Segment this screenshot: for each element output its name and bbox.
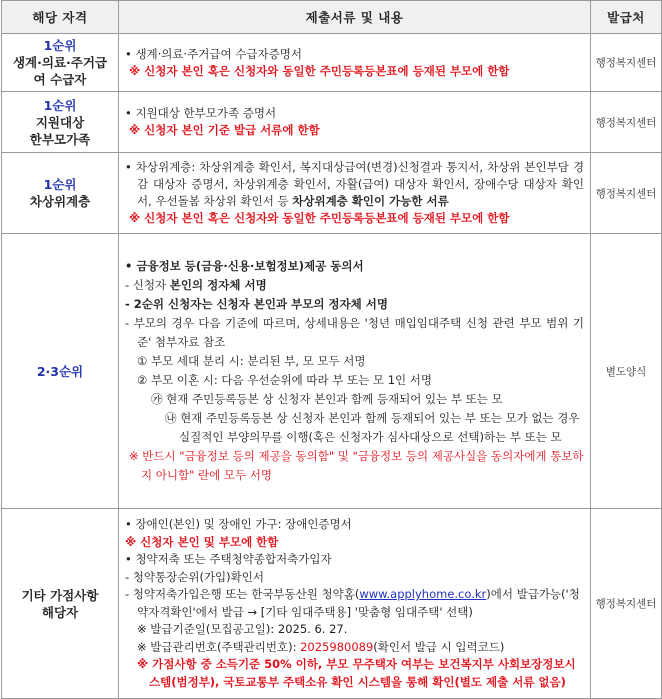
qualification-title: 차상위계층 xyxy=(29,194,91,209)
documents-cell xyxy=(119,92,591,153)
documents-cell xyxy=(119,153,591,234)
document-text: - 신청자 xyxy=(125,278,170,292)
document-text: ※ 발급관리번호(주택관리번호): xyxy=(137,639,301,654)
housing-management-number: 2025980089 xyxy=(300,639,374,654)
note-text: ※ 신청자 본인 및 부모에 한함 xyxy=(125,534,279,549)
document-item: - 2순위 신청자는 신청자 본인과 부모의 정자체 서명 xyxy=(125,297,388,311)
qualification-title: 기타 가점사항 xyxy=(21,587,99,603)
documents-cell xyxy=(119,34,591,92)
table-row xyxy=(2,509,662,699)
qualification-cell xyxy=(2,234,119,509)
document-text: )에서 발급가능('청약자격확인'에서 발급 → [기타 임대주택용] '맞춤형 임대주택' 선택) xyxy=(137,587,580,619)
document-text-bold: 차상위계층 확인이 가능한 서류 xyxy=(292,194,449,208)
document-item: • 장애인(본인) 및 장애인 가구: 장애인증명서 xyxy=(125,517,352,531)
document-item xyxy=(125,276,584,295)
table-row xyxy=(2,234,662,509)
qualification-cell xyxy=(2,153,119,234)
document-item: ㉮ 현재 주민등록등본 상 신청자 본인과 함께 등재되어 있는 부 또는 모 xyxy=(151,392,503,406)
rank-label: 1순위 xyxy=(43,177,77,192)
qualification-cell xyxy=(2,509,119,699)
document-item: ① 부모 세대 분리 시: 분리된 부, 모 모두 서명 xyxy=(137,354,366,368)
qualification-title: 한부모가족 xyxy=(29,131,91,147)
document-item xyxy=(125,586,584,621)
document-item: • 청약저축 또는 주택청약종합저축가입자 xyxy=(125,552,332,566)
document-item xyxy=(125,639,584,657)
documents-cell xyxy=(119,509,591,699)
document-text: - 청약저축가입은행 또는 한국부동산원 청약홈( xyxy=(125,587,360,601)
rank-label: 2·3순위 xyxy=(36,363,84,379)
document-item: • 생계·의료·주거급여 수급자증명서 xyxy=(125,46,302,61)
header-issuer: 발급처 xyxy=(591,1,662,34)
issuer-cell: 행정복지센터 xyxy=(591,34,662,92)
note-text: ※ 신청자 본인 혹은 신청자와 동일한 주민등록등본표에 등재된 부모에 한함 xyxy=(129,63,510,78)
documents-cell xyxy=(119,234,591,509)
issuer-cell: 행정복지센터 xyxy=(591,92,662,153)
qualification-title: 생계·의료·주거급여 수급자 xyxy=(12,55,108,87)
note-text: ※ 반드시 "금융정보 등의 제공을 동의함" 및 "금융정보 등의 제공사실을 동의자에게 통보하지 아니함" 란에 모두 서명 xyxy=(129,449,584,482)
rank-label: 1순위 xyxy=(43,38,77,53)
document-item: - 청약통장순위(가입)확인서 xyxy=(125,569,264,584)
header-qualification: 해당 자격 xyxy=(2,1,119,34)
qualification-cell xyxy=(2,92,119,153)
qualification-title: 지원대상 xyxy=(35,114,85,130)
applyhome-link[interactable]: www.applyhome.co.kr xyxy=(359,587,487,601)
document-item xyxy=(125,159,584,210)
header-row xyxy=(2,1,662,34)
note-text: ※ 가점사항 중 소득기준 50% 이하, 부모 무주택자 여부는 보건복지부 사회보장정보시스템(범정부), 국토교통부 주택소유 확인 시스템을 통해 확인(별도 제출 서류 없음) xyxy=(137,657,576,689)
table-row xyxy=(2,153,662,234)
document-item: ※ 발급기준일(모집공고일): 2025. 6. 27. xyxy=(137,622,348,636)
document-item: • 금융정보 등(금융·신용·보험정보)제공 동의서 xyxy=(125,259,364,273)
qualification-cell xyxy=(2,34,119,92)
rank-label: 1순위 xyxy=(43,97,77,113)
note-text: ※ 신청자 본인 혹은 신청자와 동일한 주민등록등본표에 등재된 부모에 한함 xyxy=(129,211,510,225)
document-text: • 차상위계층: 차상위계층 확인서, 복지대상급여(변경)신청결과 통지서, 차상위 본인부담 경감 대상자 증명서, 차상위계층 확인서, 자활(급여) 대상자 확인서, 장애수당 대상자 확인서, 우선돌봄 차상위 확인서 등 xyxy=(125,160,584,208)
document-table xyxy=(1,0,662,699)
document-text-bold: 본인의 정자체 서명 xyxy=(169,278,267,292)
issuer-cell: 행정복지센터 xyxy=(591,153,662,234)
table-row xyxy=(2,34,662,92)
document-item: ② 부모 이혼 시: 다음 우선순위에 따라 부 또는 모 1인 서명 xyxy=(137,373,432,387)
table-row xyxy=(2,92,662,153)
note-text: ※ 신청자 본인 기준 발급 서류에 한함 xyxy=(129,123,320,137)
issuer-cell: 행정복지센터 xyxy=(591,509,662,699)
issuer-cell: 별도양식 xyxy=(591,234,662,509)
document-item: • 지원대상 한부모가족 증명서 xyxy=(125,106,277,120)
header-documents: 제출서류 및 내용 xyxy=(119,1,591,34)
document-item: ㉯ 현재 주민등록등본 상 신청자 본인과 함께 등재되어 있는 부 또는 모가 없는 경우 실질적인 부양의무를 이행(혹은 신청자가 심사대상으로 선택)하는 부 또는 모 xyxy=(165,411,580,444)
document-text: (확인서 발급 시 입력코드) xyxy=(373,639,505,654)
document-item: - 부모의 경우 다음 기준에 따르며, 상세내용은 '청년 매입임대주택 신청 관련 부모 범위 기준' 첨부자료 참조 xyxy=(125,316,584,349)
qualification-title: 해당자 xyxy=(41,604,79,620)
